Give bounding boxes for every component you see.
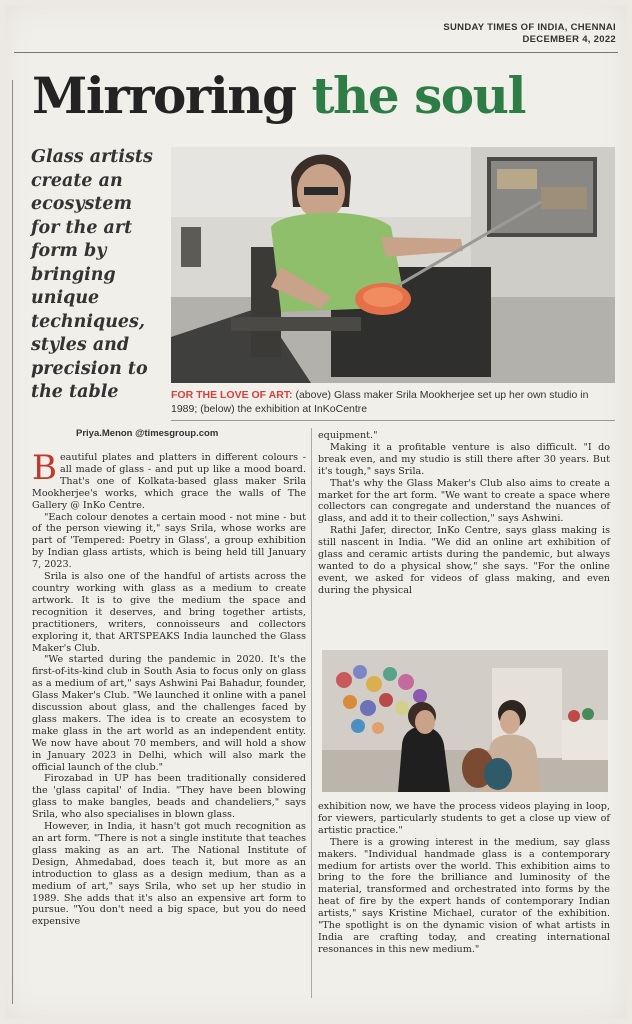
paragraph: "We started during the pandemic in 2020. It's the first-of-its-kind club in South Asia to focus only on glass as a medium of art," says Ashwini Pai Bahadur, founder, Glass Maker's Club. "We launched it online with a panel discussion about glass, and the challenges faced by glass makers. The idea is to create an ecosystem to make glass in the art world as an independent entity. We now have about 70 members, and will hold a show in January 2023 in Delhi, which will also mark the official launch of the club." [32, 654, 306, 773]
masthead-paper: SUNDAY TIMES OF INDIA, CHENNAI [443, 22, 616, 33]
paragraph: That's why the Glass Maker's Club also aims to create a market for the art form. "We want to create a space where collectors can congregate and understand the nuances of glass, and add it to their collection," says Ashwini. [318, 477, 610, 525]
headline-part-1: Mirroring [32, 66, 296, 125]
paragraph-text: eautiful plates and platters in different colours - all made of glass - and put up like a mood board. That's one of Kolkata-based glass maker Srila Mookherjee's works, which grace the walls of The Gallery @ InKo Centre. [32, 452, 306, 511]
standfirst: Glass artists create an ecosystem for the art form by bringing unique techniques, styles and precision to the table [31, 147, 153, 402]
paragraph: Srila is also one of the handful of artists across the country working with glass as a medium to create artwork. It is to give the medium the space and recognition it deserves, and bring together artists, practitioners, writers, connoisseurs and collectors exploring it, that ARTSPEAKS India launched the Glass Maker's Club. [32, 571, 306, 654]
paragraph: exhibition now, we have the process videos playing in loop, for viewers, particularly students to get a close up view of artistic practice." [318, 801, 610, 836]
article-column-3 [318, 801, 610, 956]
photo-caption [171, 388, 615, 416]
headline-part-2: the soul [311, 66, 525, 125]
left-rule [12, 80, 13, 1004]
column-rule [311, 428, 312, 998]
paragraph [32, 448, 306, 512]
masthead-date: DECEMBER 4, 2022 [522, 34, 616, 45]
caption-rule [171, 420, 615, 421]
paragraph: There is a growing interest in the medium, say glass makers. "Individual handmade glass is a contemporary medium for artists over the world. This exhibition aims to bring to the fore the brilliance and luminosity of the material, transformed and orchestrated into forms by the heat of fire by the expert hands of contemporary Indian artists," says Kristine Michael, curator of the exhibition. "The spotlight is on the dynamic vision of what artists in India are crafting today, and creating international resonances in this new medium." [318, 836, 610, 955]
article-column-1 [32, 448, 306, 928]
paragraph: Firozabad in UP has been traditionally considered the 'glass capital' of India. "They have been blowing glass to make bangles, beads and chandeliers," says Srila, who also specialises in blown glass. [32, 773, 306, 821]
drop-cap: B [32, 448, 57, 488]
paragraph: equipment." [318, 430, 378, 441]
photo-glass-maker [171, 147, 615, 383]
caption-text: (above) Glass maker Srila Mookherjee set up her own studio in 1989; (below) the exhibition at InKoCentre [171, 389, 589, 415]
headline [32, 68, 622, 124]
paragraph: Rathi Jafer, director, InKo Centre, says glass making is still nascent in India. "We did an online art exhibition of glass and ceramic artists during the pandemic, but always wanted to do a physical show," she says. "For the online event, we asked for videos of glass making, and even during the physical [318, 525, 610, 596]
top-rule [14, 52, 618, 53]
article-column-2 [318, 430, 610, 597]
paragraph: "Each colour denotes a certain mood - not mine - but of the person viewing it," says Srila, whose works are part of 'Tempered: Poetry in Glass', a group exhibition by Indian glass artists, which is being held till January 7, 2023. [32, 511, 306, 571]
paragraph: Making it a profitable venture is also difficult. "I do break even, and my studio is still there after 30 years. But it's tough," says Srila. [318, 441, 610, 477]
glass-maker-illustration [171, 147, 615, 383]
masthead [443, 22, 616, 46]
exhibition-illustration [322, 650, 608, 792]
byline: Priya.Menon @timesgroup.com [76, 428, 219, 439]
photo-exhibition [322, 650, 608, 792]
paragraph: However, in India, it hasn't got much recognition as an art form. "There is not a single institute that teaches glass making as an art. The National Institute of Design, Ahmedabad, does teach it, but more as an introduction to glass as a design medium, than as a medium of art," says Srila, who set up her studio in 1989. She adds that it's also an expensive art form to pursue. "You don't need a big space, but you do need expensive [32, 821, 306, 928]
caption-kicker: FOR THE LOVE OF ART: [171, 389, 293, 401]
